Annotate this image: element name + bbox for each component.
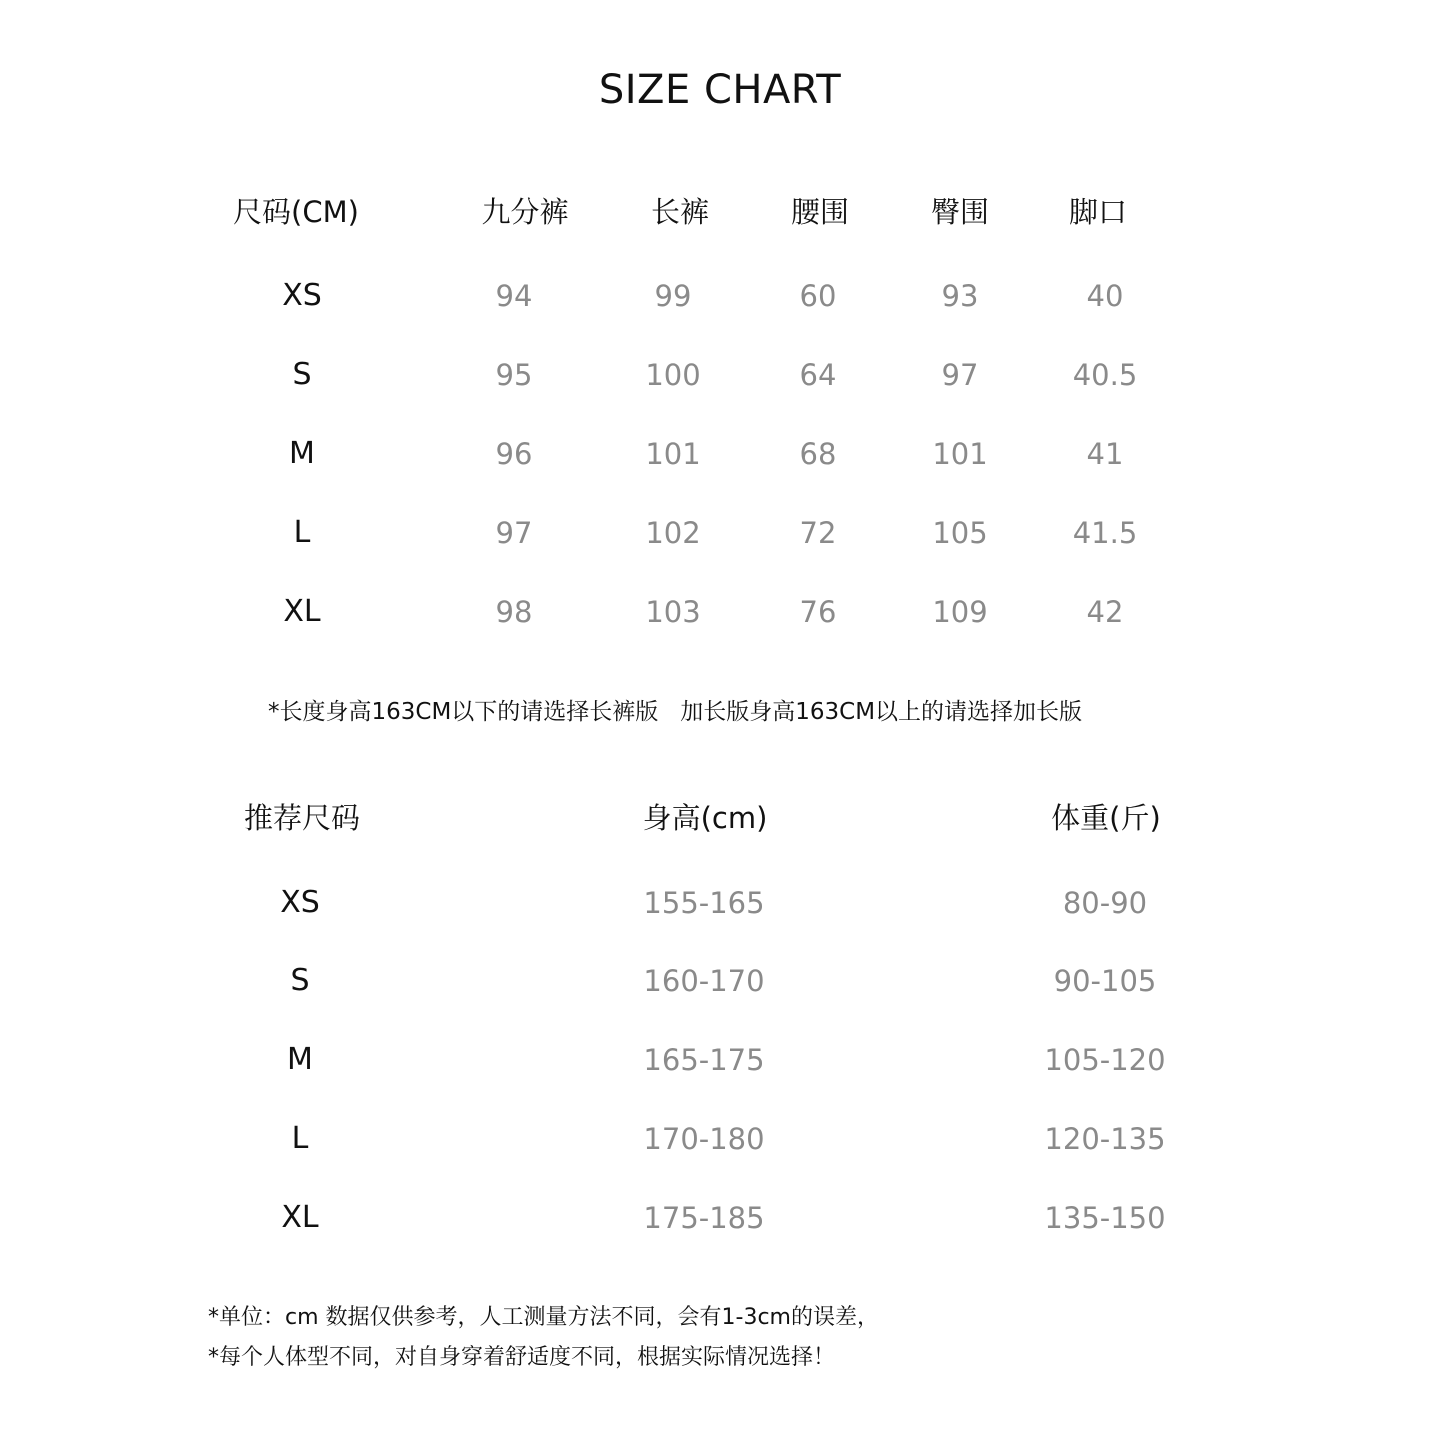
header-weight: 体重(斤) [1051,801,1161,835]
table-cell: 120-135 [1044,1122,1166,1156]
table-cell: 93 [941,279,979,313]
length-note: *长度身高163CM以下的请选择长裤版 加长版身高163CM以上的请选择加长版 [268,699,1083,725]
table-cell: 99 [654,279,692,313]
table-row-size: XL [281,1200,319,1235]
page-title: SIZE CHART [598,67,842,113]
table-cell: 175-185 [643,1201,765,1235]
table-cell: 102 [645,516,701,550]
header-height: 身高(cm) [642,801,768,835]
table-row-size: XL [283,594,321,629]
table-cell: 100 [645,358,701,392]
table-cell: 64 [799,358,837,392]
footnote-fit: *每个人体型不同，对自身穿着舒适度不同，根据实际情况选择！ [208,1345,836,1370]
table-cell: 96 [495,437,533,471]
table-cell: 40 [1086,279,1124,313]
table-cell: 94 [495,279,533,313]
table-row-size: XS [282,278,322,313]
table-row-size: S [292,357,312,392]
table-row-size: L [291,1121,309,1156]
table-cell: 68 [799,437,837,471]
table-cell: 170-180 [643,1122,765,1156]
table-cell: 42 [1086,595,1124,629]
table-cell: 105-120 [1044,1043,1166,1077]
table-cell: 97 [941,358,979,392]
header-size-cm: 尺码(CM) [233,195,359,229]
header-long-pants: 长裤 [650,195,710,229]
table-cell: 155-165 [643,886,765,920]
table-cell: 97 [495,516,533,550]
table-cell: 103 [645,595,701,629]
table-cell: 76 [799,595,837,629]
table-cell: 40.5 [1072,358,1138,392]
table-cell: 101 [645,437,701,471]
table-cell: 160-170 [643,964,765,998]
header-hip: 臀围 [930,195,990,229]
table-cell: 80-90 [1062,886,1148,920]
footnote-units: *单位：cm 数据仅供参考，人工测量方法不同，会有1-3cm的误差， [208,1305,879,1330]
header-leg-opening: 脚口 [1068,195,1128,229]
table-row-size: S [290,963,310,998]
table-cell: 105 [932,516,988,550]
table-cell: 98 [495,595,533,629]
header-recommended-size: 推荐尺码 [243,801,361,835]
table-cell: 60 [799,279,837,313]
table-row-size: XS [280,885,320,920]
table-cell: 41.5 [1072,516,1138,550]
table-cell: 72 [799,516,837,550]
table-cell: 90-105 [1053,964,1157,998]
table-cell: 41 [1086,437,1124,471]
header-cropped-pants: 九分裤 [481,195,569,229]
table-cell: 165-175 [643,1043,765,1077]
table-row-size: M [287,1042,313,1077]
table-cell: 135-150 [1044,1201,1166,1235]
table-row-size: L [293,515,311,550]
table-cell: 109 [932,595,988,629]
table-row-size: M [289,436,315,471]
table-cell: 101 [932,437,988,471]
table-cell: 95 [495,358,533,392]
header-waist: 腰围 [790,195,850,229]
